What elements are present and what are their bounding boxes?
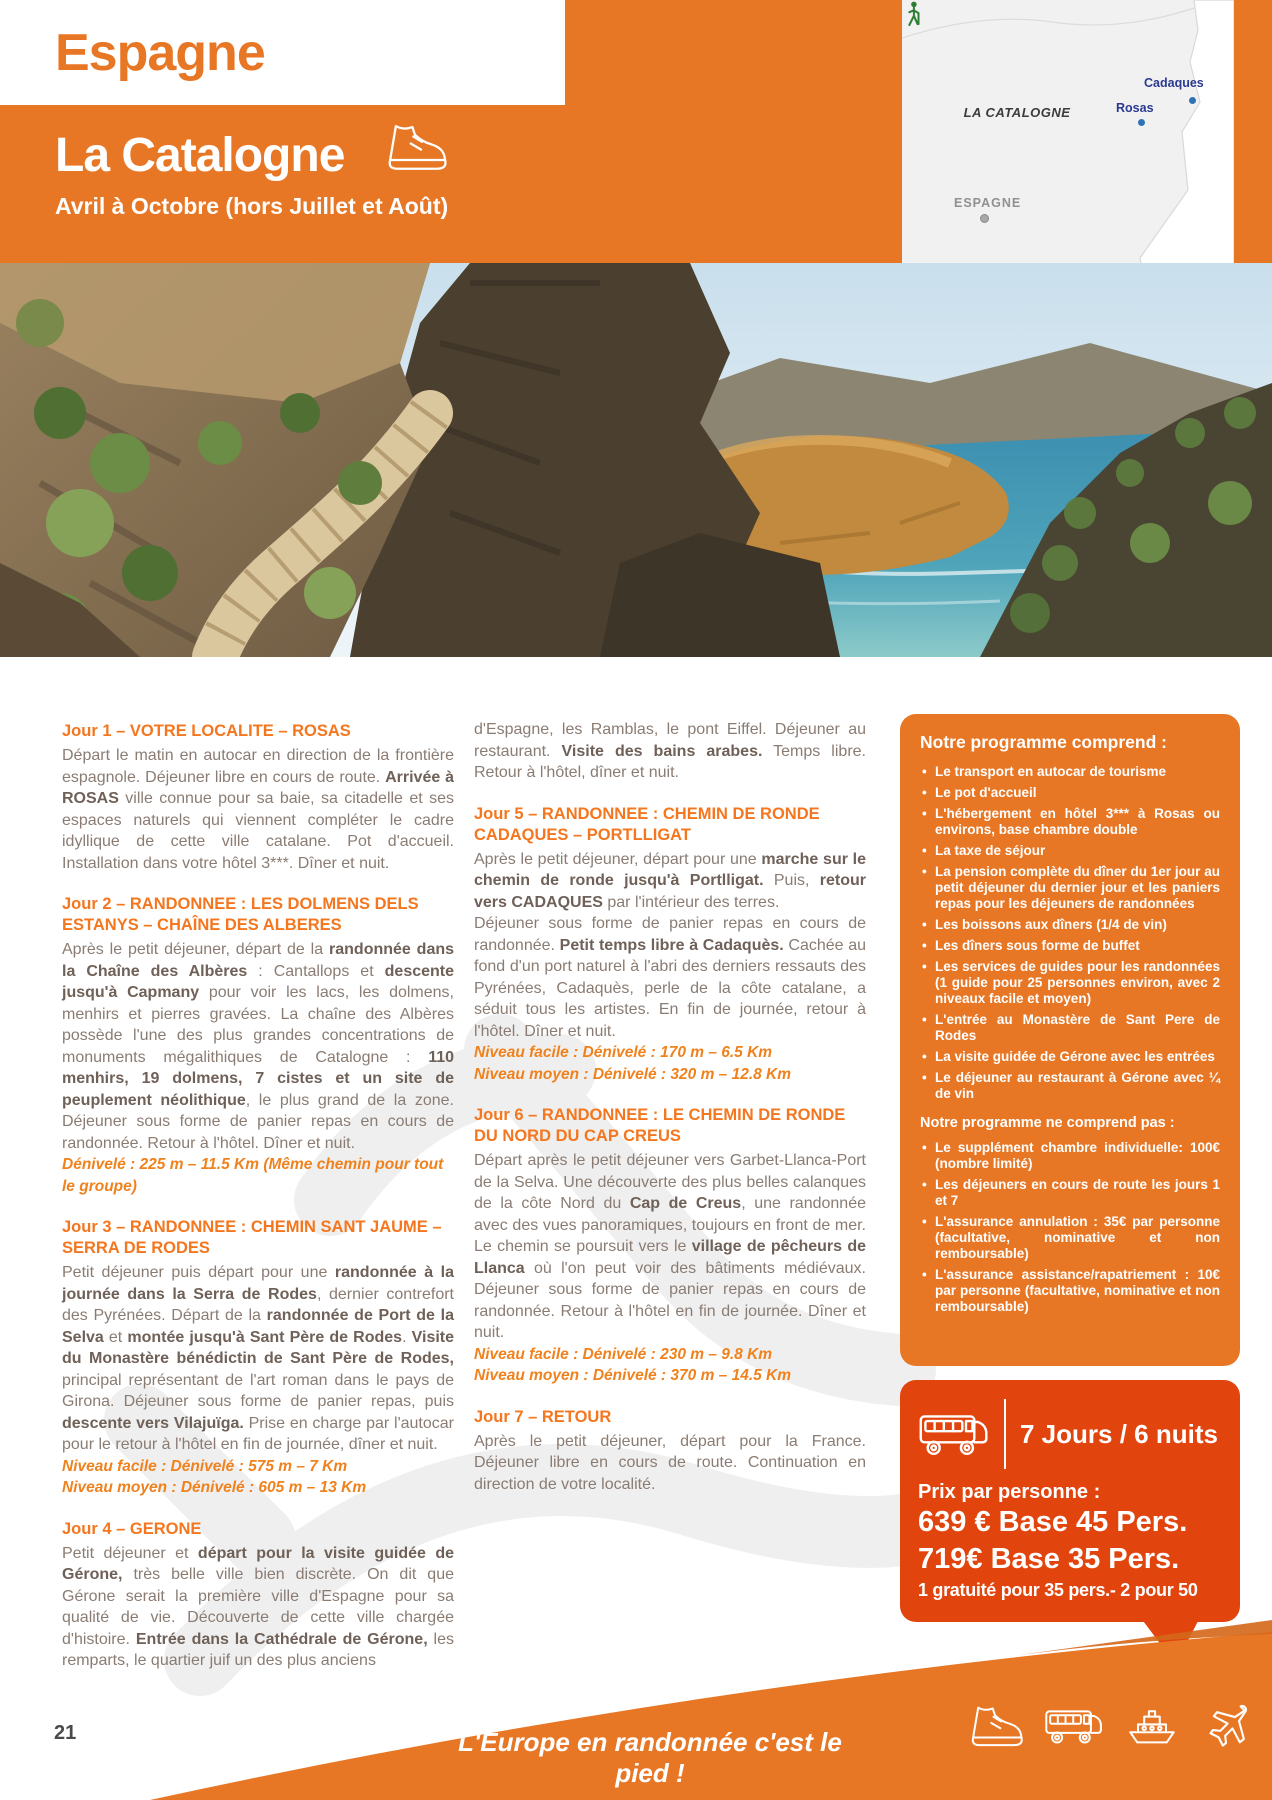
day-heading: Jour 4 – GERONE (62, 1519, 202, 1538)
map-region-label: LA CATALOGNE (963, 105, 1071, 120)
price-base-45: 639 € Base 45 Pers. (918, 1506, 1188, 1538)
hiking-boot-icon (966, 1702, 1024, 1750)
program-item: • Les services de guides pour les randonnées (1 guide pour 25 personnes environ, avec 2 niveaux facile et moyen) (920, 959, 1220, 1007)
hiking-boot-icon (382, 118, 448, 176)
day-heading: Jour 6 – RANDONNEE : LE CHEMIN DE RONDE DU NORD DU CAP CREUS (474, 1106, 846, 1145)
map-dot-cadaques (1189, 97, 1196, 104)
includes-title: Notre programme comprend : (920, 732, 1167, 752)
program-item: • La visite guidée de Gérone avec les entrées (920, 1049, 1220, 1065)
bus-icon (1044, 1704, 1104, 1748)
page-subtitle: Avril à Octobre (hors Juillet et Août) (55, 193, 449, 219)
itinerary-column-1 (62, 721, 454, 1692)
itinerary-paragraph: Après le petit déjeuner, départ de la randonnée dans la Chaîne des Albères : Cantallops et descente jusqu'à Capmany pour voir les lacs, les dolmens, menhirs et pierres gravées. La chaîne des Albères possède l'une des plus grandes concentrations de monuments mégalithiques de Catalogne : 110 menhirs, 19 dolmens, 7 cistes et un site de peuplement néolithique, le plus grand de la zone. Déjeuner sous forme de panier repas en cours de randonnée. Retour à l'hôtel. Dîner et nuit. (62, 941, 455, 1152)
program-item: • Les dîners sous forme de buffet (920, 938, 1220, 954)
day-heading: Jour 1 – VOTRE LOCALITE – ROSAS (62, 722, 351, 740)
hero-photo-coastal-path (0, 263, 1272, 657)
free-places-note: 1 gratuité pour 35 pers.- 2 pour 50 (918, 1580, 1198, 1600)
itinerary-paragraph: d'Espagne, les Ramblas, le pont Eiffel. Déjeuner au restaurant. Visite des bains arabes. Temps libre. Retour à l'hôtel, dîner et nuit. (474, 721, 866, 781)
includes-list (920, 764, 1220, 1102)
map-city-rosas: Rosas (1116, 101, 1154, 115)
price-box (900, 1380, 1240, 1622)
program-item: • L'assurance annulation : 35€ par personne (facultative, nominative et non remboursable) (920, 1214, 1220, 1262)
divider (1004, 1399, 1006, 1469)
map-dot-espagne (980, 214, 989, 223)
itinerary-paragraph: Petit déjeuner et départ pour la visite guidée de Gérone, très belle ville bien discrète. On dit que Gérone serait la première ville d'Espagne pour sa qualité de vie. Découverte de cette ville chargée d'histoire. Entrée dans la Cathédrale de Gérone, les remparts, le quartier juif un des plus anciens (62, 1544, 455, 1669)
map-country-label: ESPAGNE (954, 196, 1022, 210)
itinerary-column-2 (474, 719, 866, 1515)
day-heading: Jour 2 – RANDONNEE : LES DOLMENS DELS ESTANYS – CHAÎNE DES ALBERES (62, 895, 419, 934)
footer-slogan: L'Europe en randonnée c'est le pied ! (458, 1727, 842, 1788)
program-item: • Le déjeuner au restaurant à Gérone avec ¼ de vin (920, 1070, 1220, 1102)
program-item: • Les déjeuners en cours de route les jours 1 et 7 (920, 1177, 1220, 1209)
program-item: • Le pot d'accueil (920, 785, 1220, 801)
level-note: Niveau facile : Dénivelé : 230 m – 9.8 Km (474, 1345, 773, 1363)
plane-icon (1200, 1700, 1252, 1752)
itinerary-paragraph: Départ après le petit déjeuner vers Garbet-Llanca-Port de la Selva. Une découverte des plus belles calanques de la côte Nord du Cap de Creus, une randonnée avec des vues panoramiques, toujours en front de mer. Le chemin se poursuit vers le village de pêcheurs de Llanca où l'on peut voir des bâtiments médiévaux. Déjeuner sous forme de panier repas en cours de randonnée. Retour à l'hôtel en fin de journée. Dîner et nuit. (474, 1152, 867, 1341)
program-includes-box (900, 714, 1240, 1366)
level-note: Niveau moyen : Dénivelé : 320 m – 12.8 Km (474, 1065, 792, 1083)
map-city-cadaques: Cadaques (1144, 76, 1204, 90)
region-map (902, 0, 1234, 306)
hiker-icon (902, 0, 924, 28)
level-note: Dénivelé : 225 m – 11.5 Km (Même chemin pour tout le groupe) (62, 1156, 444, 1195)
level-note: Niveau facile : Dénivelé : 575 m – 7 Km (62, 1457, 348, 1475)
program-item: • La taxe de séjour (920, 843, 1220, 859)
level-note: Niveau moyen : Dénivelé : 605 m – 13 Km (62, 1479, 367, 1496)
country-tab (0, 0, 565, 105)
itinerary-paragraph: Déjeuner sous forme de panier repas en cours de randonnée. Petit temps libre à Cadaquès. Cachée au fond d'un port naturel à l'abri des derniers ressauts des Pyrénées, Cadaquès, perle de la côte catalane, a séduit tous les artistes. En fin de journée, retour à l'hôtel. Dîner et nuit. (474, 915, 867, 1040)
itinerary-paragraph: Après le petit déjeuner, départ pour la France. Déjeuner libre en cours de route. Continuation en direction de votre localité. (474, 1432, 866, 1493)
footer-icons (966, 1700, 1252, 1752)
program-item: • Le supplément chambre individuelle: 100€ (nombre limité) (920, 1140, 1220, 1172)
level-note: Niveau moyen : Dénivelé : 370 m – 14.5 Km (474, 1367, 792, 1384)
price-base-35: 719€ Base 35 Pers. (918, 1543, 1180, 1575)
page-title: La Catalogne (55, 129, 345, 182)
day-heading: Jour 7 – RETOUR (474, 1407, 612, 1426)
excludes-title: Notre programme ne comprend pas : (920, 1115, 1175, 1131)
page-number: 21 (54, 1722, 77, 1744)
program-item: • L'assurance assistance/rapatriement : 10€ par personne (facultative, nominative et non remboursable) (920, 1267, 1220, 1315)
excludes-list (920, 1140, 1220, 1315)
program-item: • Le transport en autocar de tourisme (920, 764, 1220, 780)
program-item: • Les boissons aux dîners (1/4 de vin) (920, 917, 1220, 933)
bus-icon (918, 1408, 990, 1460)
program-item: • L'entrée au Monastère de Sant Pere de Rodes (920, 1012, 1220, 1044)
duration-label: 7 Jours / 6 nuits (1020, 1418, 1218, 1449)
ship-icon (1124, 1703, 1180, 1749)
itinerary-paragraph: Après le petit déjeuner, départ pour une marche sur le chemin de ronde jusqu'à Portlligat. Puis, retour vers CADAQUES par l'intérieur des terres. (474, 850, 867, 911)
day-heading: Jour 5 – RANDONNEE : CHEMIN DE RONDE CADAQUES – PORTLLIGAT (474, 804, 820, 844)
price-per-person-label: Prix par personne : (918, 1481, 1101, 1503)
day-heading: Jour 3 – RANDONNEE : CHEMIN SANT JAUME – SERRA DE RODES (62, 1218, 442, 1257)
program-item: • La pension complète du dîner du 1er jour au petit déjeuner du dernier jour et les paniers repas pour les déjeuners de randonnées (920, 864, 1220, 912)
itinerary-paragraph: Départ le matin en autocar en direction de la frontière espagnole. Déjeuner libre en cours de route. Arrivée à ROSAS ville connue pour sa baie, sa citadelle et ses espaces naturels qui viennent compléter le cadre idyllique de cette ville catalane. Pot d'accueil. Installation dans votre hôtel 3***. Dîner et nuit. (62, 747, 454, 872)
level-note: Niveau facile : Dénivelé : 170 m – 6.5 Km (474, 1044, 773, 1061)
country-title: Espagne (55, 23, 265, 82)
map-dot-rosas (1138, 119, 1145, 126)
itinerary-paragraph: Petit déjeuner puis départ pour une randonnée à la journée dans la Serra de Rodes, dernier contrefort des Pyrénées. Départ de la randonnée de Port de la Selva et montée jusqu'à Sant Père de Rodes. Visite du Monastère bénédictin de Sant Père de Rodes, principal représentant de l'art roman dans le pays de Girona. Déjeuner sous forme de panier repas, puis descente vers Vilajuïga. Prise en charge par l'autocar pour le retour à l'hôtel en fin de journée, dîner et nuit. (62, 1264, 455, 1453)
program-item: • L'hébergement en hôtel 3*** à Rosas ou environs, base chambre double (920, 806, 1220, 838)
